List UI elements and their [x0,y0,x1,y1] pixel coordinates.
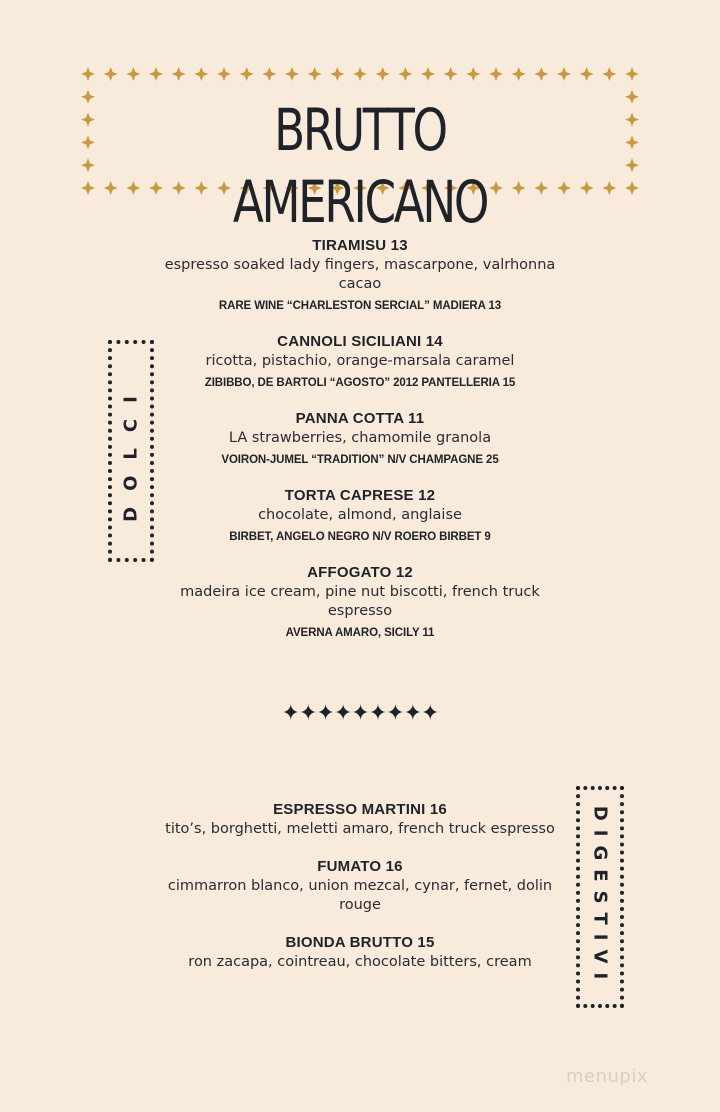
wine-pairing: BIRBET, ANGELO NEGRO N/V ROERO BIRBET 9 [229,531,491,543]
border-star-icon [126,67,140,81]
border-star-icon [330,67,344,81]
border-star-icon [376,67,390,81]
menu-item [160,332,560,391]
border-star-icon [489,67,503,81]
item-title: PANNA COTTA 11 [295,410,425,427]
border-star-icon [240,67,254,81]
border-star-icon [81,67,95,81]
item-title: AFFOGATO 12 [307,564,413,581]
border-star-icon [625,90,639,104]
border-star-icon [104,67,118,81]
star-divider: ✦✦✦✦✦✦✦✦✦ [281,701,439,726]
menu-item [160,857,560,915]
border-star-icon [126,181,140,195]
border-star-icon [285,67,299,81]
wine-pairing: AVERNA AMARO, SICILY 11 [285,627,435,639]
border-star-icon [580,67,594,81]
section-label-dolci [108,340,154,562]
digestivi-menu [160,800,560,990]
item-title: BIONDA BRUTTO 15 [285,934,435,951]
border-star-icon [625,135,639,149]
menu-item [160,409,560,468]
item-description: chocolate, almond, anglaise [258,507,462,523]
border-star-icon [398,67,412,81]
item-title: ESPRESSO MARTINI 16 [273,801,447,818]
border-star-icon [262,67,276,81]
border-star-icon [81,135,95,149]
border-star-icon [81,158,95,172]
border-star-icon [194,67,208,81]
menu-item [160,800,560,839]
border-star-icon [602,67,616,81]
item-title: TIRAMISU 13 [312,237,408,254]
menu-item [160,563,560,641]
item-description: ricotta, pistachio, orange-marsala caramel [205,353,515,369]
border-star-icon [602,181,616,195]
border-star-icon [104,181,118,195]
restaurant-title: BRUTTO AMERICANO [232,96,488,236]
item-description: LA strawberries, chamomile granola [228,430,492,446]
item-title: TORTA CAPRESE 12 [284,487,436,504]
menu-item [160,933,560,972]
border-star-icon [149,67,163,81]
wine-pairing: VOIRON-JUMEL “TRADITION” N/V CHAMPAGNE 25 [221,454,499,466]
item-description: cimmarron blanco, union mezcal, cynar, fernet, dolin rouge [167,878,553,913]
menu-item [160,236,560,314]
border-star-icon [353,67,367,81]
section-label-digestivi [576,786,624,1008]
border-star-icon [308,67,322,81]
border-star-icon [172,67,186,81]
item-title: CANNOLI SICILIANI 14 [277,333,443,350]
digestivi-label-text: DIGESTIVI [589,805,611,989]
wine-pairing: RARE WINE “CHARLESTON SERCIAL” MADIERA 13 [218,300,502,312]
item-description: madeira ice cream, pine nut biscotti, french truck espresso [180,584,540,619]
border-star-icon [557,67,571,81]
item-description: ron zacapa, cointreau, chocolate bitters, cream [188,954,532,970]
border-star-icon [421,67,435,81]
border-star-icon [625,181,639,195]
watermark: menupix [566,1066,649,1087]
menu-item [160,486,560,545]
border-star-icon [81,113,95,127]
border-star-icon [512,67,526,81]
dolci-label-text: DOLCI [120,380,142,522]
item-description: espresso soaked lady fingers, mascarpone, valrhonna cacao [164,257,556,292]
border-star-icon [625,67,639,81]
border-star-icon [625,113,639,127]
border-star-icon [81,181,95,195]
border-star-icon [466,67,480,81]
border-star-icon [444,67,458,81]
title-frame [80,66,640,236]
border-star-icon [625,158,639,172]
wine-pairing: ZIBIBBO, DE BARTOLI “AGOSTO” 2012 PANTELLERIA 15 [204,377,516,389]
border-star-icon [534,67,548,81]
border-star-icon [580,181,594,195]
item-title: FUMATO 16 [317,858,403,875]
dolci-menu [160,236,560,659]
item-description: tito’s, borghetti, meletti amaro, french truck espresso [165,821,555,837]
border-star-icon [81,90,95,104]
border-star-icon [217,67,231,81]
